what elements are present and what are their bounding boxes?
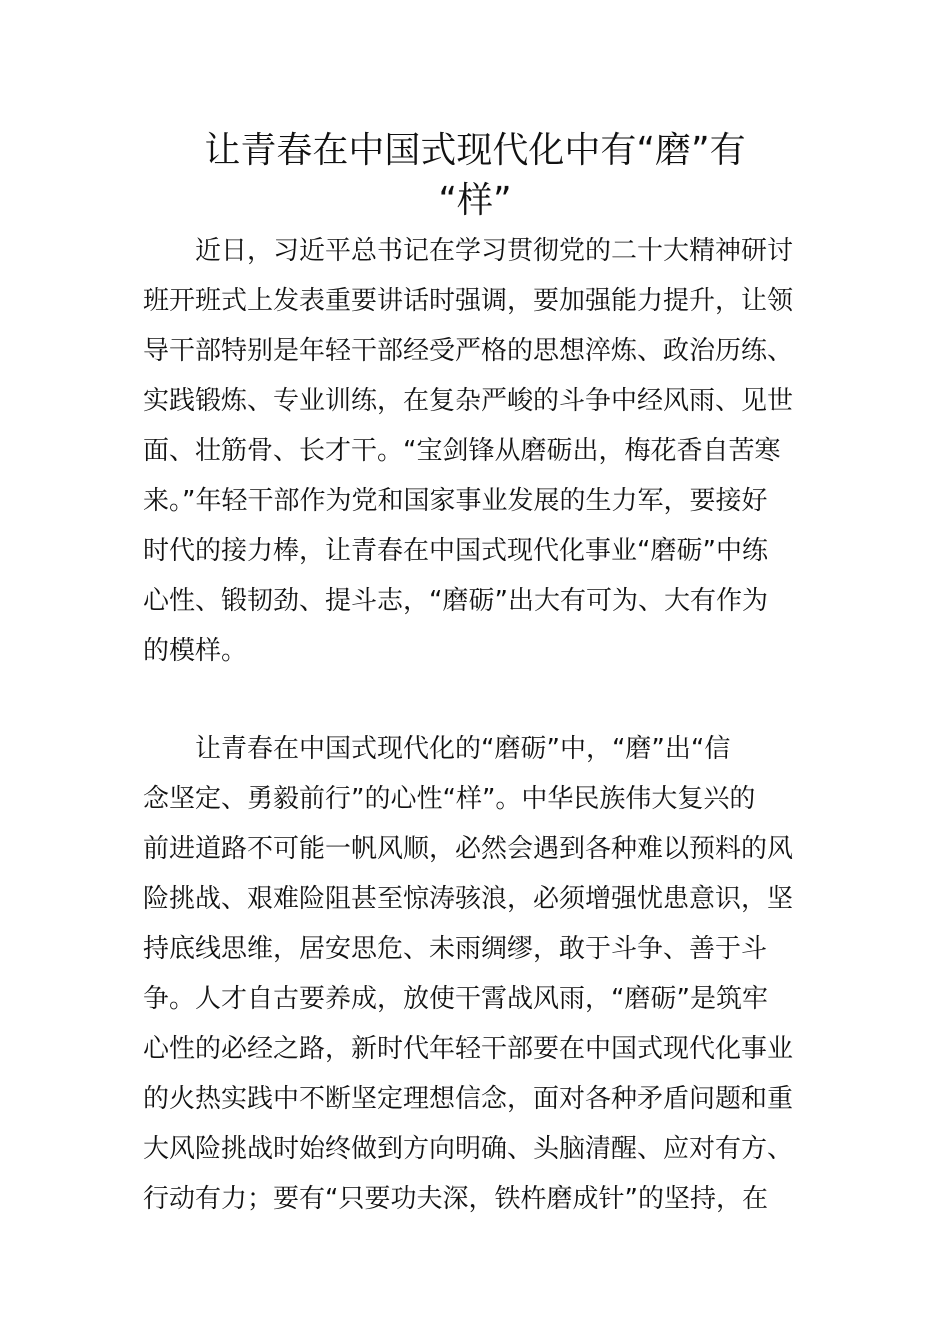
- paragraph-1: [143, 226, 807, 676]
- paragraph-2-line: 争。人才自古要养成，放使干霄战风雨，“磨砺”是筑牢: [143, 984, 768, 1014]
- paragraph-2-line: 的火热实践中不断坚定理想信念，面对各种矛盾问题和重: [143, 1084, 794, 1114]
- paragraph-1-line: 近日，习近平总书记在学习贯彻党的二十大精神研讨: [195, 236, 794, 266]
- paragraph-1-line: 实践锻炼、专业训练，在复杂严峻的斗争中经风雨、见世: [143, 386, 794, 416]
- paragraph-1-line: 时代的接力棒，让青春在中国式现代化事业“磨砺”中练: [143, 536, 768, 566]
- paragraph-2: [143, 724, 807, 1224]
- title-line-2: “样”: [438, 180, 512, 221]
- paragraph-2-line: 让青春在中国式现代化的“磨砺”中，“磨”出“信: [195, 734, 731, 764]
- paragraph-2-line: 念坚定、勇毅前行”的心性“样”。中华民族伟大复兴的: [143, 784, 756, 814]
- paragraph-1-line: 面、壮筋骨、长才干。“宝剑锋从磨砺出，梅花香自苦寒: [143, 436, 781, 466]
- paragraph-1-line: 的模样。: [143, 636, 248, 666]
- paragraph-2-line: 前进道路不可能一帆风顺，必然会遇到各种难以预料的风: [143, 834, 794, 864]
- document-title: [140, 126, 810, 226]
- paragraph-2-line: 大风险挑战时始终做到方向明确、头脑清醒、应对有方、: [143, 1134, 794, 1164]
- paragraph-1-line: 导干部特别是年轻干部经受严格的思想淬炼、政治历练、: [143, 336, 794, 366]
- paragraph-2-line: 险挑战、艰难险阻甚至惊涛骇浪，必须增强忧患意识，坚: [143, 884, 794, 914]
- paragraph-1-line: 班开班式上发表重要讲话时强调，要加强能力提升，让领: [143, 286, 794, 316]
- paragraph-2-line: 行动有力；要有“只要功夫深，铁杵磨成针”的坚持，在: [143, 1184, 768, 1214]
- paragraph-1-line: 心性、锻韧劲、提斗志，“磨砺”出大有可为、大有作为: [143, 586, 768, 616]
- paragraph-2-line: 心性的必经之路，新时代年轻干部要在中国式现代化事业: [143, 1034, 794, 1064]
- paragraph-1-line: 来。”年轻干部作为党和国家事业发展的生力军，要接好: [143, 486, 768, 516]
- title-line-1: 让青春在中国式现代化中有“磨”有: [204, 130, 746, 171]
- paragraph-2-line: 持底线思维，居安思危、未雨绸缪，敢于斗争、善于斗: [143, 934, 768, 964]
